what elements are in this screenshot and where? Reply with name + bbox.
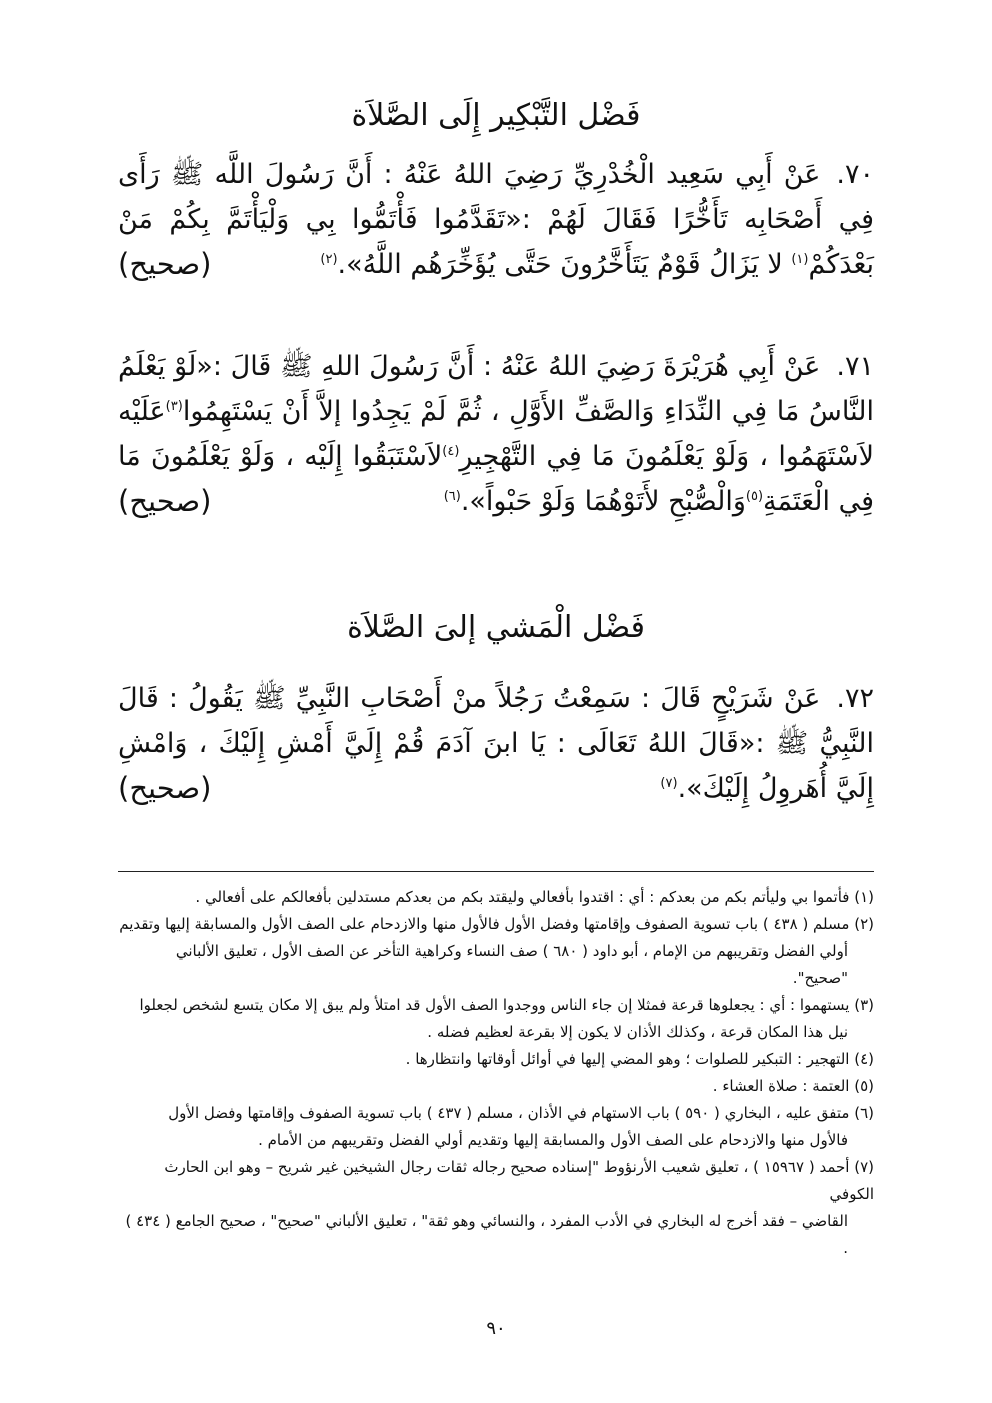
- hadith-text: عَنْ أَبِي سَعِيد الْخُدْرِيِّ رَضِيَ اللهُ عَنْهُ : أَنَّ رَسُولَ اللَّه ﷺ رَأَى فِي أَصْحَابِه تَأَخُّرًا فَقَالَ لَهُمْ :«تَقَدَّمُوا فَأْتَمُّوا بِي وَلْيَأْتَمَّ بِكُمْ مَنْ بَعْدَكُمْ: [118, 159, 874, 280]
- footnote-2: [118, 911, 874, 992]
- hadith-70: [118, 152, 874, 287]
- footnote-continuation: أولي الفضل وتقريبهم من الإمام ، أبو داود ( ٦٨٠ ) صف النساء وكراهية التأخر عن الصف الأول ، تعليق الألباني "صحيح".: [175, 942, 848, 987]
- hadith-text: وَالْصُّبْحِ لأَتَوْهُمَا وَلَوْ حَبْواً».: [460, 486, 746, 517]
- hadith-text: لاَسْتَبَقُوا إِلَيْه ، وَلَوْ يَعْلَمُونَ مَا فِي الْعَتَمَةِ: [118, 441, 874, 517]
- footnote-text: يستهموا : أي : يجعلوها قرعة فمثلا إن جاء الناس ووجدوا الصف الأول قد امتلأ ولم يبق إلا مكان يتسع لشخص لجعلوا: [139, 996, 850, 1014]
- footnote-6: [118, 1100, 874, 1154]
- footnote-ref: (٦): [443, 489, 461, 504]
- footnote-ref: (٥): [745, 489, 764, 504]
- hadith-grade: (صحيح): [118, 771, 212, 805]
- footnote-divider: [118, 871, 874, 872]
- hadith-71: [118, 344, 874, 524]
- footnote-text: فأتموا بي وليأتم بكم من بعدكم : أي : اقتدوا بأفعالي وليقتد بكم من بعدكم مستدلين بأفعالكم على أفعالي .: [195, 888, 850, 906]
- footnote-text: مسلم ( ٤٣٨ ) باب تسوية الصفوف وإقامتها وفضل الأول فالأول منها والازدحام على الصف الأول والمسابقة إليها وتقديم: [119, 915, 850, 933]
- footnote-ref: (٧): [660, 776, 678, 791]
- section-heading-early-prayer: فَضْل التَّبْكِير إِلَى الصَّلاَة: [351, 98, 641, 133]
- hadith-grade: (صحيح): [118, 484, 212, 518]
- footnote-text: التهجير : التبكير للصلوات ؛ وهو المضي إليها في أوائل أوقاتها وانتظارها .: [405, 1050, 850, 1068]
- footnote-3: [118, 992, 874, 1046]
- footnote-continuation: فالأول منها والازدحام على الصف الأول والمسابقة إليها وتقديم أولي الفضل وتقريبهم من الأمام .: [258, 1131, 848, 1149]
- hadith-number: ٧٠.: [836, 159, 874, 190]
- footnote-continuation: نيل هذا المكان قرعة ، وكذلك الأذان لا يكون إلا بقرعة لعظيم فضله .: [427, 1023, 848, 1041]
- hadith-text: عَنْ أَبِي هُرَيْرَةَ رَضِيَ اللهُ عَنْهُ : أَنَّ رَسُولَ اللهِ ﷺ قَالَ :«لَوْ يَعْلَمُ النَّاسُ مَا فِي النِّدَاءِ وَالصَّفِّ الأَوَّلِ ، ثُمَّ لَمْ يَجِدُوا إلاَّ أَنْ يَسْتَهِمُوا: [118, 351, 874, 427]
- hadith-72: [118, 676, 874, 811]
- footnote-ref: (٤): [442, 444, 460, 459]
- footnote-1: [118, 884, 874, 911]
- footnote-text: العتمة : صلاة العشاء .: [712, 1077, 850, 1095]
- footnote-number: (١): [854, 888, 874, 906]
- footnote-7: [118, 1154, 874, 1262]
- page-number: ٩٠: [486, 1318, 506, 1339]
- footnote-number: (٤): [854, 1050, 874, 1068]
- footnote-number: (٥): [854, 1077, 874, 1095]
- footnote-number: (٢): [854, 915, 874, 933]
- footnote-ref: (٣): [165, 399, 183, 414]
- hadith-text: لا يَزَالُ قَوْمٌ يَتَأَخَّرُونَ حَتَّى يُؤَخِّرَهُم اللَّهُ».: [337, 249, 792, 280]
- section-heading-walking-prayer: فَضْل الْمَشي إلىَ الصَّلاَة: [347, 610, 645, 645]
- footnote-ref: (١): [791, 252, 809, 267]
- hadith-number: ٧١.: [836, 351, 874, 382]
- footnotes: [118, 884, 874, 1262]
- footnote-number: (٣): [854, 996, 874, 1014]
- footnote-continuation: القاضي – فقد أخرج له البخاري في الأدب المفرد ، والنسائي وهو ثقة" ، تعليق الألباني "صحيح" ، صحيح الجامع ( ٤٣٤ ) .: [125, 1212, 848, 1257]
- footnote-5: [118, 1073, 874, 1100]
- footnote-number: (٧): [854, 1158, 874, 1176]
- hadith-number: ٧٢.: [836, 683, 874, 714]
- footnote-4: [118, 1046, 874, 1073]
- hadith-text: عَنْ شَرَيْحٍ قَالَ : سَمِعْتُ رَجُلاً منْ أَصْحَابِ النَّبِيِّ ﷺ يَقُولُ : قَالَ النَّبِيُّ ﷺ :«قَالَ اللهُ تَعَالَى : يَا ابنَ آدَمَ قُمْ إِلَيَّ أَمْشِ إِلَيْكَ ، وَامْشِ إِلَيَّ أُهَروِلُ إِلَيْكَ».: [118, 683, 874, 804]
- footnote-ref: (٢): [320, 252, 338, 267]
- footnote-text: متفق عليه ، البخاري ( ٥٩٠ ) باب الاستهام في الأذان ، مسلم ( ٤٣٧ ) باب تسوية الصفوف وإقامتها وفضل الأول: [168, 1104, 850, 1122]
- footnote-text: أحمد ( ١٥٩٦٧ ) ، تعليق شعيب الأرنؤوط "إسناده صحيح رجاله ثقات رجال الشيخين غير شريح – وهو ابن الحارث الكوفي: [164, 1158, 874, 1203]
- hadith-grade: (صحيح): [118, 247, 212, 281]
- footnote-number: (٦): [854, 1104, 874, 1122]
- hadith-text: عَلَيْه لاَسْتَهَمُوا ، وَلَوْ يَعْلَمُونَ مَا فِي التَّهْجِيرِ: [118, 396, 875, 472]
